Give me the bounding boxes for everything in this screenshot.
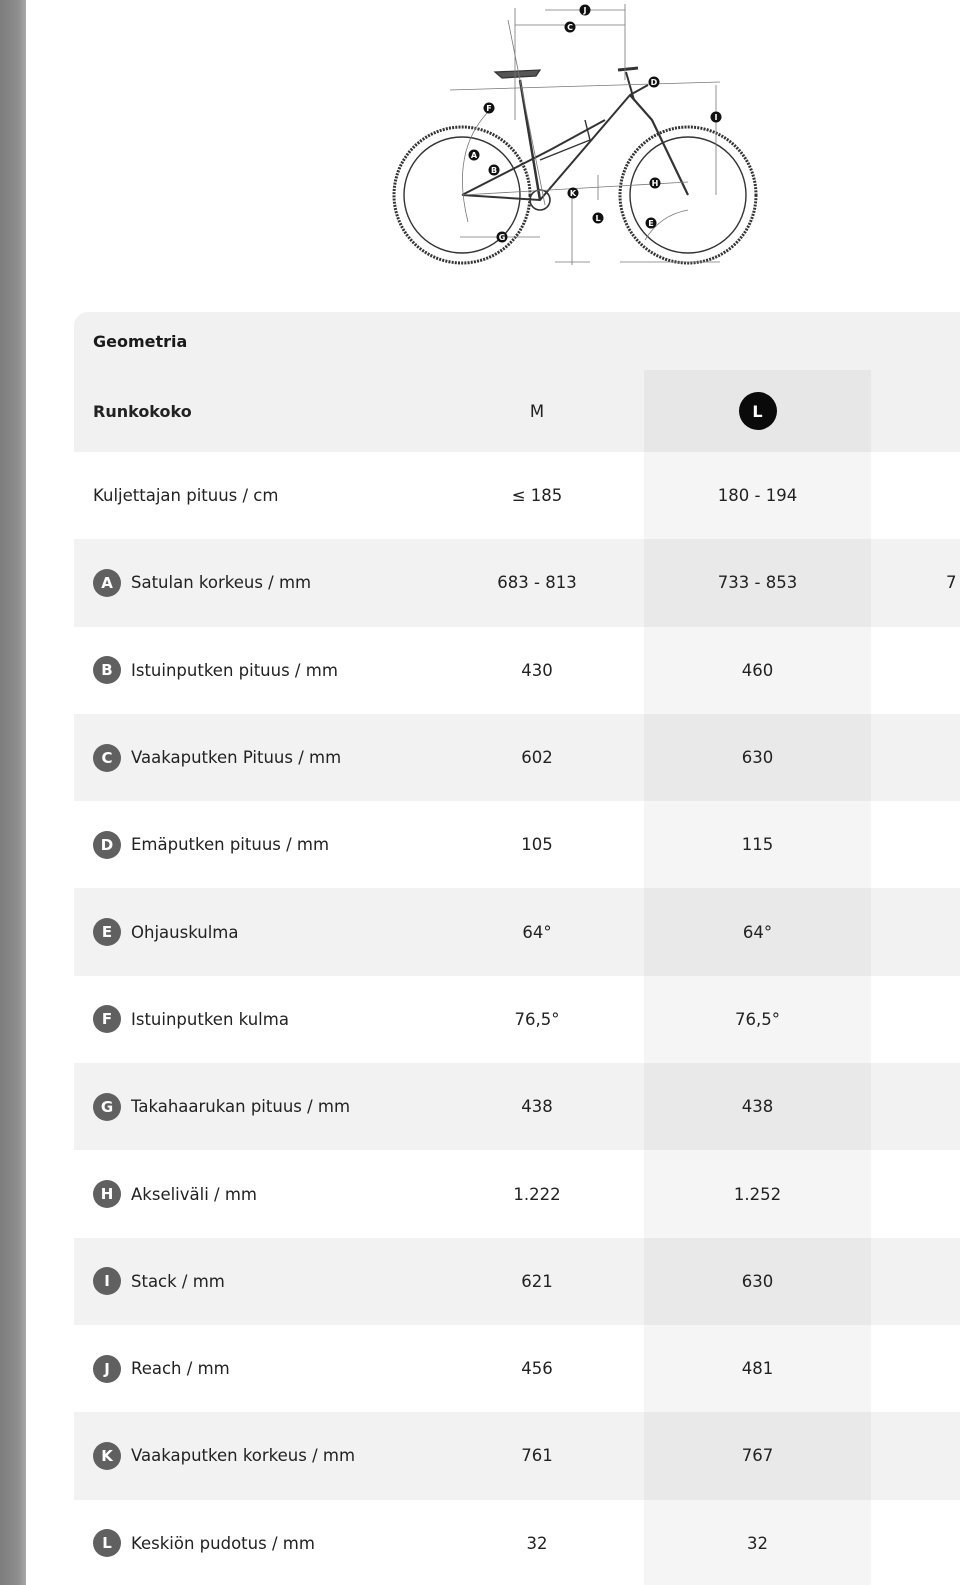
diagram-marker-c: [565, 22, 576, 33]
left-edge-shadow: [0, 0, 26, 1585]
table-row: [74, 452, 960, 539]
table-header-row: [74, 370, 960, 452]
row-label: Emäputken pituus / mm: [131, 835, 330, 855]
value-m: 456: [521, 1359, 553, 1379]
svg-text:C: C: [567, 23, 573, 32]
value-l: 115: [644, 801, 871, 888]
letter-badge: C: [93, 744, 121, 772]
letter-badge: F: [93, 1005, 121, 1033]
svg-text:E: E: [648, 219, 654, 228]
diagram-marker-f: [484, 103, 495, 114]
svg-text:G: G: [498, 233, 506, 242]
value-next-size-clipped: 7: [946, 573, 957, 593]
table-row: [74, 1063, 960, 1150]
value-l: 438: [644, 1063, 871, 1150]
row-label: Vaakaputken korkeus / mm: [131, 1446, 356, 1466]
svg-text:L: L: [595, 214, 601, 223]
value-l: 630: [644, 714, 871, 801]
svg-text:F: F: [486, 104, 492, 113]
value-m: 438: [521, 1097, 553, 1117]
diagram-marker-k: [568, 188, 579, 199]
letter-badge: L: [93, 1529, 121, 1557]
value-m: ≤ 185: [511, 486, 563, 506]
table-row: [74, 1238, 960, 1325]
diagram-marker-b: [489, 165, 500, 176]
letter-badge: G: [93, 1093, 121, 1121]
letter-badge: J: [93, 1355, 121, 1383]
table-row: [74, 976, 960, 1063]
letter-badge: D: [93, 831, 121, 859]
value-l: 630: [644, 1238, 871, 1325]
row-label: Vaakaputken Pituus / mm: [131, 748, 342, 768]
value-m: 621: [521, 1271, 553, 1291]
diagram-marker-h: [650, 178, 661, 189]
svg-text:A: A: [470, 151, 478, 160]
row-label: Keskiön pudotus / mm: [131, 1533, 315, 1553]
value-m: 76,5°: [514, 1009, 560, 1029]
value-m: 602: [521, 748, 553, 768]
size-l-tab[interactable]: L: [739, 392, 777, 430]
table-row: [74, 888, 960, 975]
table-row: [74, 539, 960, 626]
table-row: [74, 1150, 960, 1237]
svg-text:H: H: [651, 179, 659, 188]
geometry-table: [74, 312, 960, 1585]
value-m: 683 - 813: [497, 573, 577, 593]
bike-diagram-svg: [390, 0, 770, 275]
value-m: 430: [521, 660, 553, 680]
value-l: 64°: [644, 888, 871, 975]
letter-badge: K: [93, 1442, 121, 1470]
table-row: [74, 627, 960, 714]
value-m: 105: [521, 835, 553, 855]
svg-text:K: K: [569, 189, 577, 198]
svg-text:I: I: [714, 113, 718, 122]
diagram-marker-d: [649, 77, 660, 88]
value-l: 460: [644, 627, 871, 714]
letter-badge: I: [93, 1267, 121, 1295]
value-l: 32: [644, 1500, 871, 1585]
diagram-marker-j: [580, 5, 591, 16]
value-m: 32: [526, 1533, 548, 1553]
row-label: Satulan korkeus / mm: [131, 573, 312, 593]
geometry-title: Geometria: [74, 312, 960, 370]
value-m: 1.222: [513, 1184, 561, 1204]
diagram-marker-g: [497, 232, 508, 243]
svg-text:D: D: [650, 78, 658, 87]
value-l: 180 - 194: [644, 452, 871, 539]
value-l: 1.252: [644, 1150, 871, 1237]
bike-geometry-diagram: [390, 0, 770, 275]
value-l: 481: [644, 1325, 871, 1412]
row-label: Ohjauskulma: [131, 922, 239, 942]
value-l: 76,5°: [644, 976, 871, 1063]
table-row: [74, 714, 960, 801]
table-row: [74, 1325, 960, 1412]
row-label: Akseliväli / mm: [131, 1184, 257, 1204]
diagram-marker-i: [711, 112, 722, 123]
letter-badge: A: [93, 569, 121, 597]
row-label: Takahaarukan pituus / mm: [131, 1097, 351, 1117]
letter-badge: H: [93, 1180, 121, 1208]
value-l: 733 - 853: [644, 539, 871, 626]
table-row: [74, 801, 960, 888]
table-row: [74, 1412, 960, 1499]
svg-text:J: J: [583, 6, 587, 15]
table-row: [74, 1500, 960, 1585]
size-m-tab[interactable]: M: [529, 401, 545, 421]
row-label: Istuinputken pituus / mm: [131, 660, 338, 680]
row-label: Stack / mm: [131, 1271, 225, 1291]
value-m: 761: [521, 1446, 553, 1466]
letter-badge: B: [93, 656, 121, 684]
letter-badge: E: [93, 918, 121, 946]
value-m: 64°: [522, 922, 552, 942]
svg-text:B: B: [490, 166, 498, 175]
value-l: 767: [644, 1412, 871, 1499]
row-label: Kuljettajan pituus / cm: [93, 486, 279, 506]
row-label: Istuinputken kulma: [131, 1009, 289, 1029]
diagram-marker-e: [646, 218, 657, 229]
diagram-marker-l: [593, 213, 604, 224]
frame-size-label: Runkokoko: [93, 401, 192, 421]
size-l-column-header: [644, 370, 871, 452]
row-label: Reach / mm: [131, 1359, 230, 1379]
diagram-marker-a: [469, 150, 480, 161]
